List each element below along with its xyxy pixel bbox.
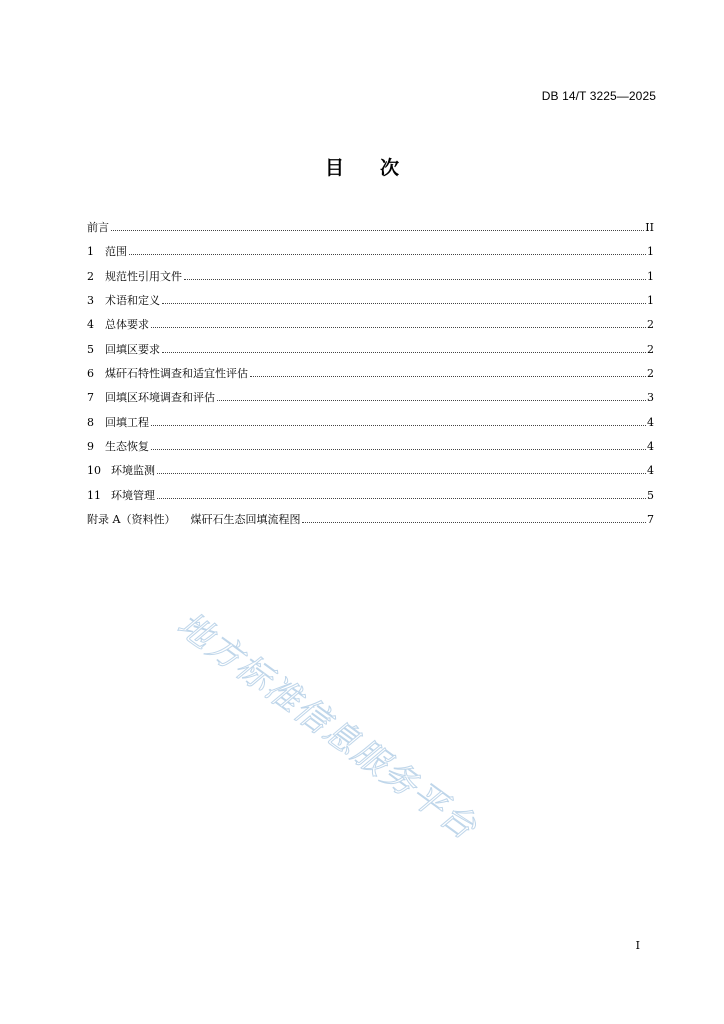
- toc-entry-page: 4: [647, 415, 654, 429]
- dot-leader: [111, 230, 644, 231]
- toc-entry-label: 总体要求: [105, 318, 149, 332]
- toc-entry-label: 生态恢复: [105, 440, 149, 454]
- toc-entry-label: 煤矸石特性调查和适宜性评估: [105, 367, 248, 381]
- dot-leader: [151, 327, 646, 328]
- dot-leader: [217, 400, 646, 401]
- toc-entry-label: 环境监测: [111, 464, 155, 478]
- toc-entry[interactable]: [87, 341, 654, 365]
- toc-entry-page: 4: [647, 440, 654, 454]
- standard-code: DB 14/T 3225—2025: [541, 89, 656, 103]
- toc-entry-number: 10: [87, 464, 101, 478]
- toc-entry-page: 1: [647, 294, 654, 308]
- toc-entry-page: 7: [647, 513, 654, 527]
- toc-entry-label: 前言: [87, 221, 109, 234]
- toc-entry[interactable]: [87, 219, 654, 243]
- dot-leader: [302, 522, 646, 523]
- toc-entry-number: 3: [87, 294, 94, 308]
- toc-entry-label: 回填工程: [105, 415, 149, 429]
- toc-entry-page: 5: [647, 488, 654, 502]
- toc-entry[interactable]: [87, 243, 654, 267]
- page-number: I: [635, 939, 640, 952]
- toc-list: [87, 219, 654, 535]
- toc-entry-page: II: [645, 221, 654, 234]
- toc-entry-page: 4: [647, 464, 654, 478]
- toc-entry-label: 回填区环境调查和评估: [105, 391, 215, 405]
- dot-leader: [157, 473, 646, 474]
- toc-entry-label: 回填区要求: [105, 342, 160, 356]
- toc-entry[interactable]: [87, 268, 654, 292]
- toc-entry[interactable]: [87, 316, 654, 340]
- dot-leader: [184, 279, 646, 280]
- toc-entry-label: 术语和定义: [105, 294, 160, 308]
- toc-entry-number: 6: [87, 367, 94, 381]
- dot-leader: [250, 376, 646, 377]
- toc-entry-number: 2: [87, 269, 94, 283]
- toc-entry-label: 附录 A（资料性）: [87, 513, 176, 527]
- toc-entry-label: 范围: [105, 245, 127, 259]
- toc-entry[interactable]: [87, 414, 654, 438]
- dot-leader: [151, 449, 646, 450]
- toc-entry-label: 规范性引用文件: [105, 269, 182, 283]
- toc-title: 目次: [324, 157, 435, 179]
- watermark: 地方标准信息服务平台: [169, 604, 485, 849]
- toc-entry[interactable]: [87, 438, 654, 462]
- dot-leader: [129, 254, 646, 255]
- toc-entry-page: 2: [647, 367, 654, 381]
- dot-leader: [162, 303, 646, 304]
- toc-entry[interactable]: [87, 292, 654, 316]
- toc-entry-number: 7: [87, 391, 94, 405]
- toc-entry-page: 1: [647, 269, 654, 283]
- toc-entry-number: 9: [87, 440, 94, 454]
- toc-entry-page: 2: [647, 318, 654, 332]
- toc-entry-page: 2: [647, 342, 654, 356]
- toc-entry-sublabel: 煤矸石生态回填流程图: [190, 513, 301, 527]
- toc-entry-appendix[interactable]: [87, 511, 654, 535]
- toc-entry-number: 8: [87, 415, 94, 429]
- toc-entry[interactable]: [87, 389, 654, 413]
- toc-entry-page: 1: [647, 245, 654, 259]
- dot-leader: [151, 425, 646, 426]
- toc-entry-number: 1: [87, 245, 94, 259]
- toc-entry-number: 5: [87, 342, 94, 356]
- toc-entry-number: 11: [87, 488, 101, 502]
- toc-entry-number: 4: [87, 318, 94, 332]
- toc-entry[interactable]: [87, 365, 654, 389]
- toc-entry-label: 环境管理: [111, 488, 155, 502]
- dot-leader: [157, 498, 646, 499]
- toc-entry-page: 3: [647, 391, 654, 405]
- toc-entry[interactable]: [87, 487, 654, 511]
- toc-entry[interactable]: [87, 462, 654, 486]
- dot-leader: [162, 352, 646, 353]
